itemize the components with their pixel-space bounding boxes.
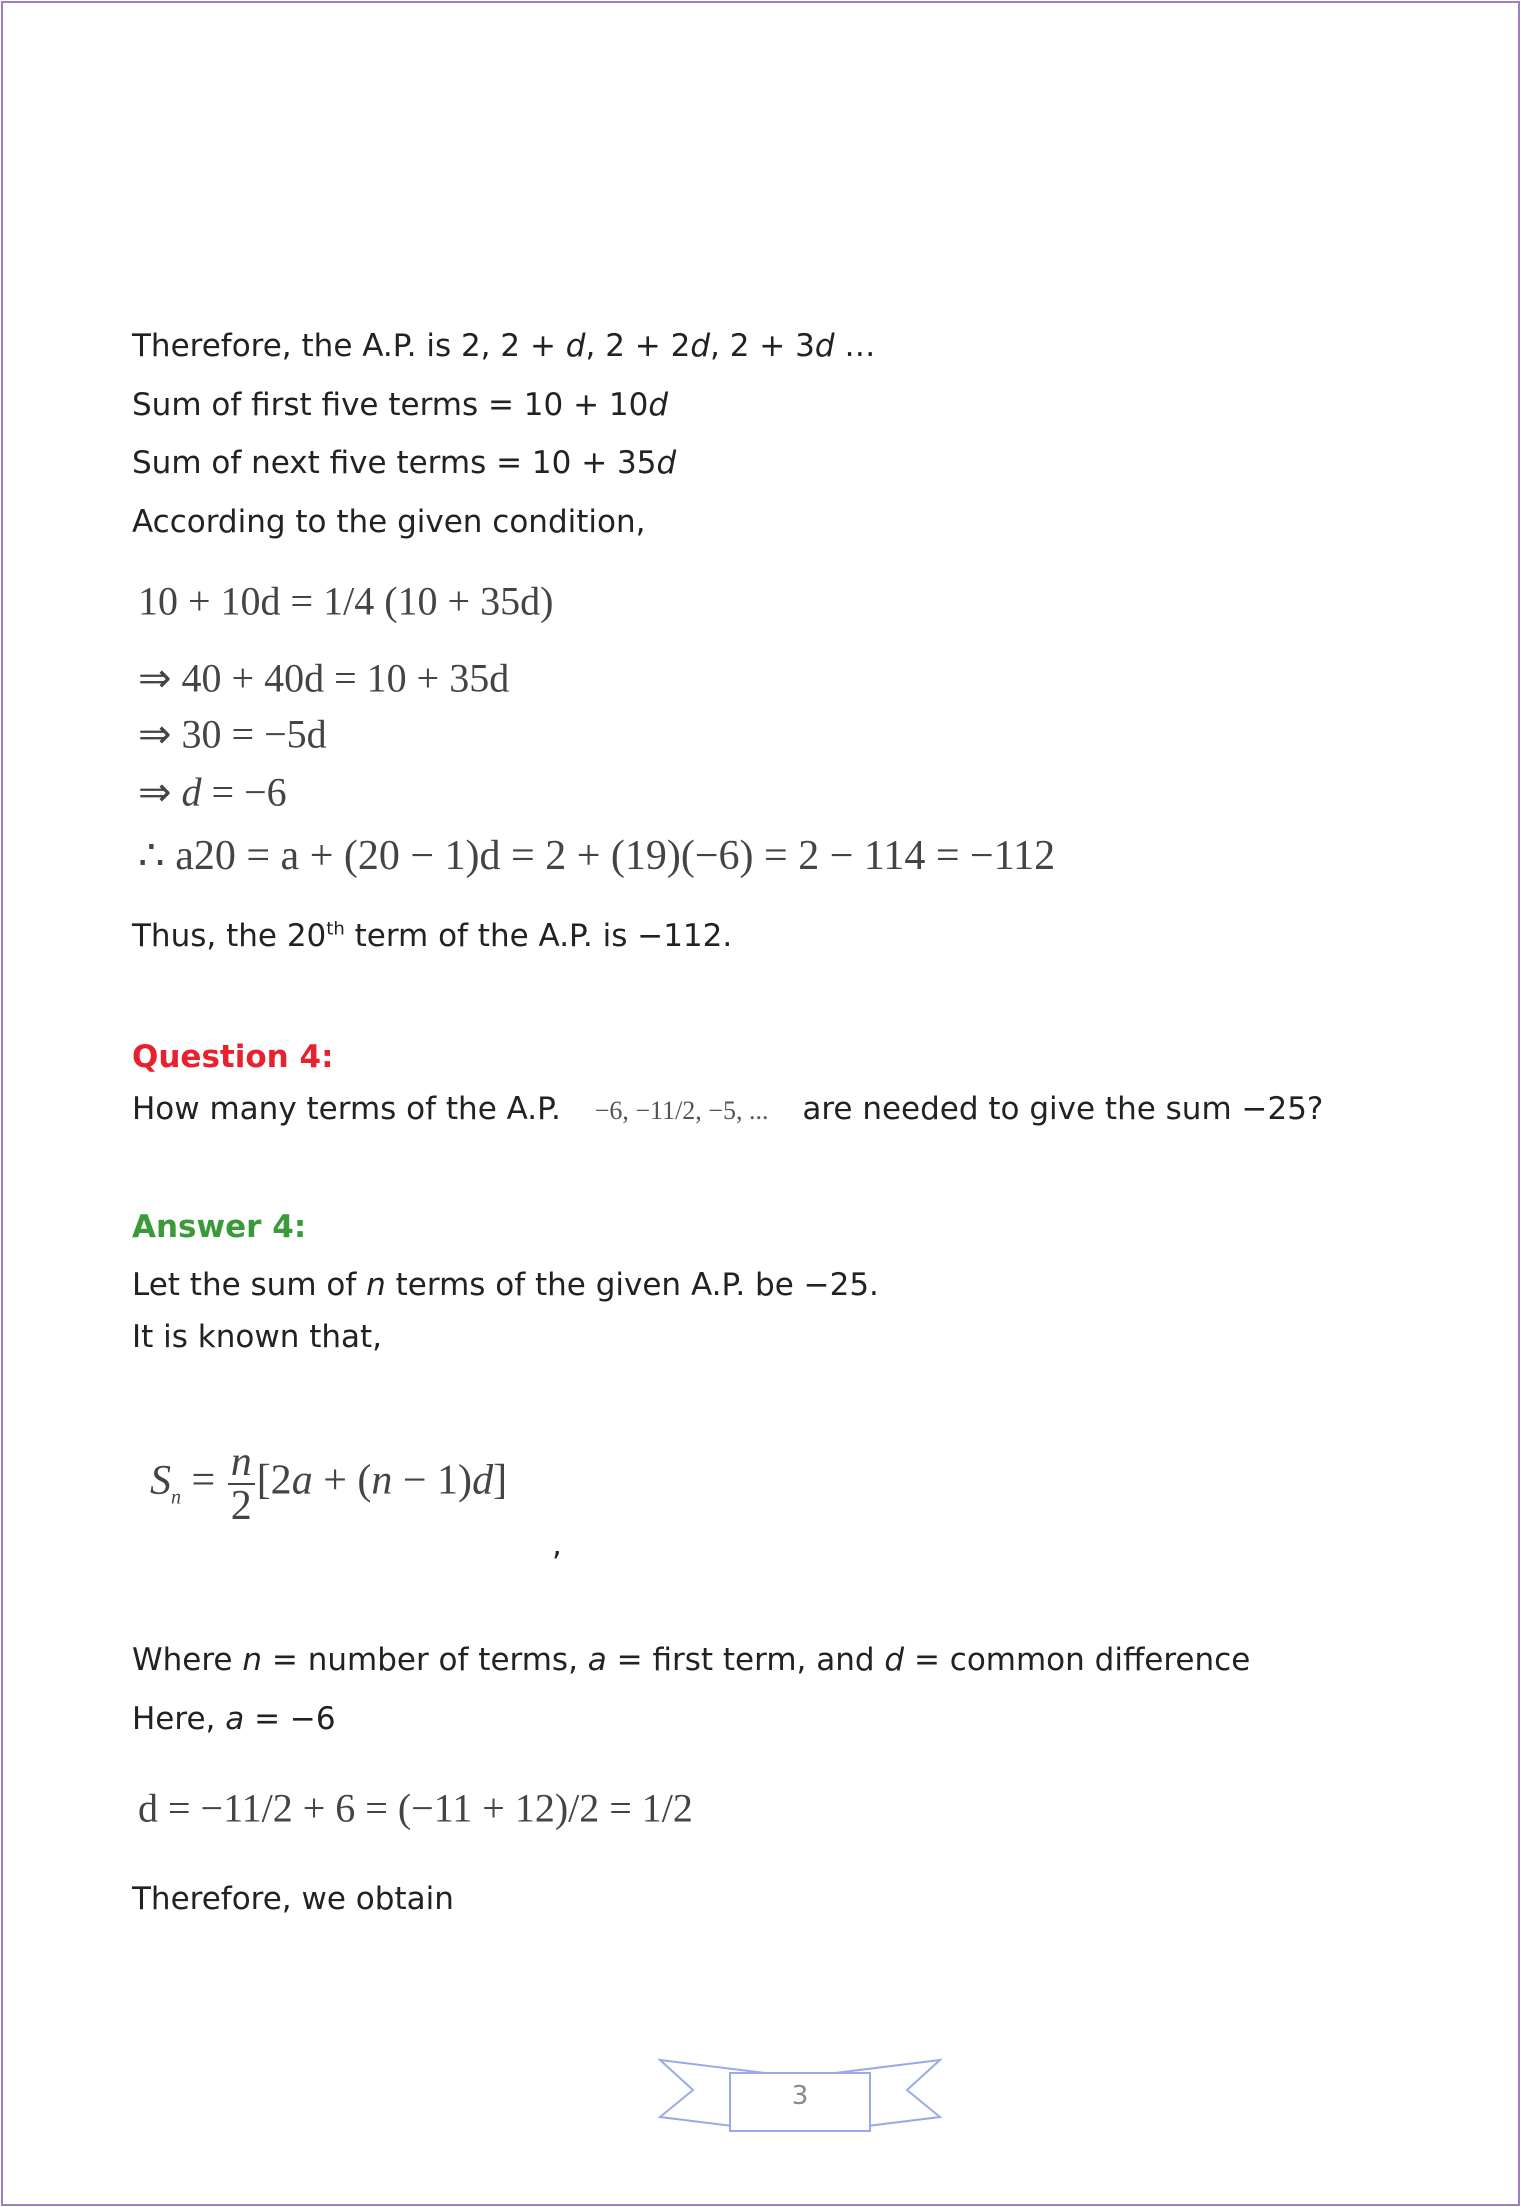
text-line: Sum of first five terms = 10 + 10d	[132, 387, 669, 423]
question-text-after: are needed to give the sum −25?	[802, 1091, 1324, 1127]
text-line: Here, a = −6	[132, 1701, 336, 1737]
equation: 10 + 10d = 1/4 (10 + 35d)	[138, 578, 554, 624]
comma: ,	[552, 1527, 562, 1563]
question-text-before: How many terms of the A.P.	[132, 1091, 561, 1127]
question-heading: Question 4:	[132, 1039, 334, 1075]
text-line: According to the given condition,	[132, 504, 646, 540]
text-line: It is known that,	[132, 1319, 382, 1355]
equation: ⇒ d = −6	[138, 769, 287, 815]
sequence: −6, −11/2, −5, ...	[594, 1096, 769, 1125]
text-line: Let the sum of n terms of the given A.P. be −25.	[132, 1267, 879, 1303]
text-line: Sum of next five terms = 10 + 35d	[132, 445, 677, 481]
answer-heading: Answer 4:	[132, 1209, 307, 1245]
equation: ⇒ 30 = −5d	[138, 711, 327, 757]
text-line: Therefore, we obtain	[132, 1881, 454, 1917]
equation: ⇒ 40 + 40d = 10 + 35d	[138, 655, 510, 701]
text-line: Thus, the 20th term of the A.P. is −112.	[132, 918, 733, 954]
sum-formula: $S_n$ = $\frac{n}{2}$ [2a + (n − 1)d]	[150, 1439, 508, 1529]
equation: ∴ a20 = a + (20 − 1)d = 2 + (19)(−6) = 2 − 114 = −112	[138, 833, 1056, 879]
equation: d = −11/2 + 6 = (−11 + 12)/2 = 1/2	[138, 1785, 693, 1831]
page-number: 3	[791, 2081, 809, 2111]
text-line: Therefore, the A.P. is 2, 2 + d, 2 + 2d, 2 + 3d …	[132, 328, 876, 364]
text-line: Where n = number of terms, a = first term, and d = common difference	[132, 1642, 1251, 1678]
question-text	[132, 1091, 1323, 1127]
